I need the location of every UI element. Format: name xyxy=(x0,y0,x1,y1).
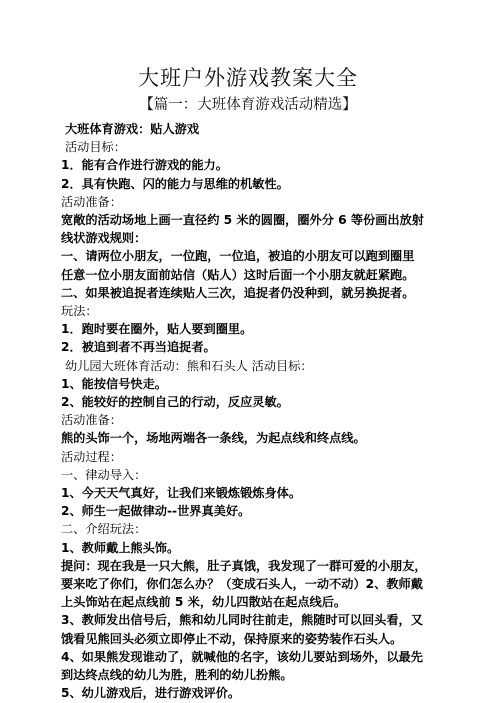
text-line: 玩法： xyxy=(61,304,98,319)
text-line: 2、师生一起做律动--世界真美好。 xyxy=(61,504,251,519)
text-line: 4、如果熊发现谁动了，就喊他的名字，该幼儿要站到场外，以最先 xyxy=(61,649,423,664)
text-line: 活动目标： xyxy=(65,140,126,155)
text-line: 上头饰站在起点线前 5 米，幼儿四散站在起点线后。 xyxy=(61,595,347,610)
text-line: 线状游戏规则： xyxy=(61,231,147,246)
text-line: 5、幼儿游戏后，进行游戏评价。 xyxy=(61,686,241,701)
text-line: 二、介绍玩法： xyxy=(61,522,147,537)
text-line: 一、请两位小朋友，一位跑，一位追，被追的小朋友可以跑到圈里 xyxy=(61,249,415,264)
text-line: 1．能有合作进行游戏的能力。 xyxy=(61,158,228,173)
text-line: 提问：现在我是一只大熊，肚子真饿，我发现了一群可爱的小朋友， xyxy=(61,558,427,573)
text-line: 二、如果被追捉者连续贴人三次，追捉者仍没种到，就另换捉者。 xyxy=(61,285,415,300)
text-line: 宽敞的活动场地上画一直径约 5 米的圆圈，圈外分 6 等份画出放射 xyxy=(61,213,424,228)
document-title: 大班户外游戏教案大全 xyxy=(138,66,358,90)
text-line: 活动准备： xyxy=(61,194,122,209)
text-line: 饿看见熊回头必须立即停止不动，保持原来的姿势装作石头人。 xyxy=(61,631,403,646)
text-line: 一、律动导入： xyxy=(61,467,147,482)
text-line: 到达终点线的幼儿为胜，胜利的幼儿扮熊。 xyxy=(61,668,293,683)
text-line: 活动过程： xyxy=(61,449,122,464)
text-line: 1、能按信号快走。 xyxy=(61,376,167,391)
text-line: 1、教师戴上熊头饰。 xyxy=(61,540,180,555)
text-line: 任意一位小朋友面前站信（贴人）这时后面一个小朋友就赶紧跑。 xyxy=(61,267,415,282)
text-line: 熊的头饰一个，场地两端各一条线，为起点线和终点线。 xyxy=(61,431,366,446)
text-line: 2．具有快跑、闪的能力与思维的机敏性。 xyxy=(61,176,289,191)
text-line: 大班体育游戏：贴人游戏 xyxy=(65,122,200,136)
text-line: 幼儿园大班体育活动：熊和石头人 活动目标： xyxy=(65,358,313,373)
text-line: 活动准备： xyxy=(61,413,122,428)
text-line: 3、教师发出信号后，熊和幼儿同时往前走，熊随时可以回头看，又 xyxy=(61,613,423,628)
text-line: 要来吃了你们，你们怎么办？（变成石头人，一动不动）2、教师戴 xyxy=(61,577,423,592)
text-line: 1．跑时要在圈外，贴人要到圈里。 xyxy=(61,322,253,337)
text-line: 2．被追到者不再当追捉者。 xyxy=(61,340,216,355)
document-subtitle: 【篇一：大班体育游戏活动精选】 xyxy=(139,97,357,113)
text-line: 1、今天天气真好，让我们来锻炼锻炼身体。 xyxy=(61,486,302,501)
text-line: 2、能较好的控制自己的行动，反应灵敏。 xyxy=(61,395,289,410)
document-body xyxy=(61,120,451,703)
